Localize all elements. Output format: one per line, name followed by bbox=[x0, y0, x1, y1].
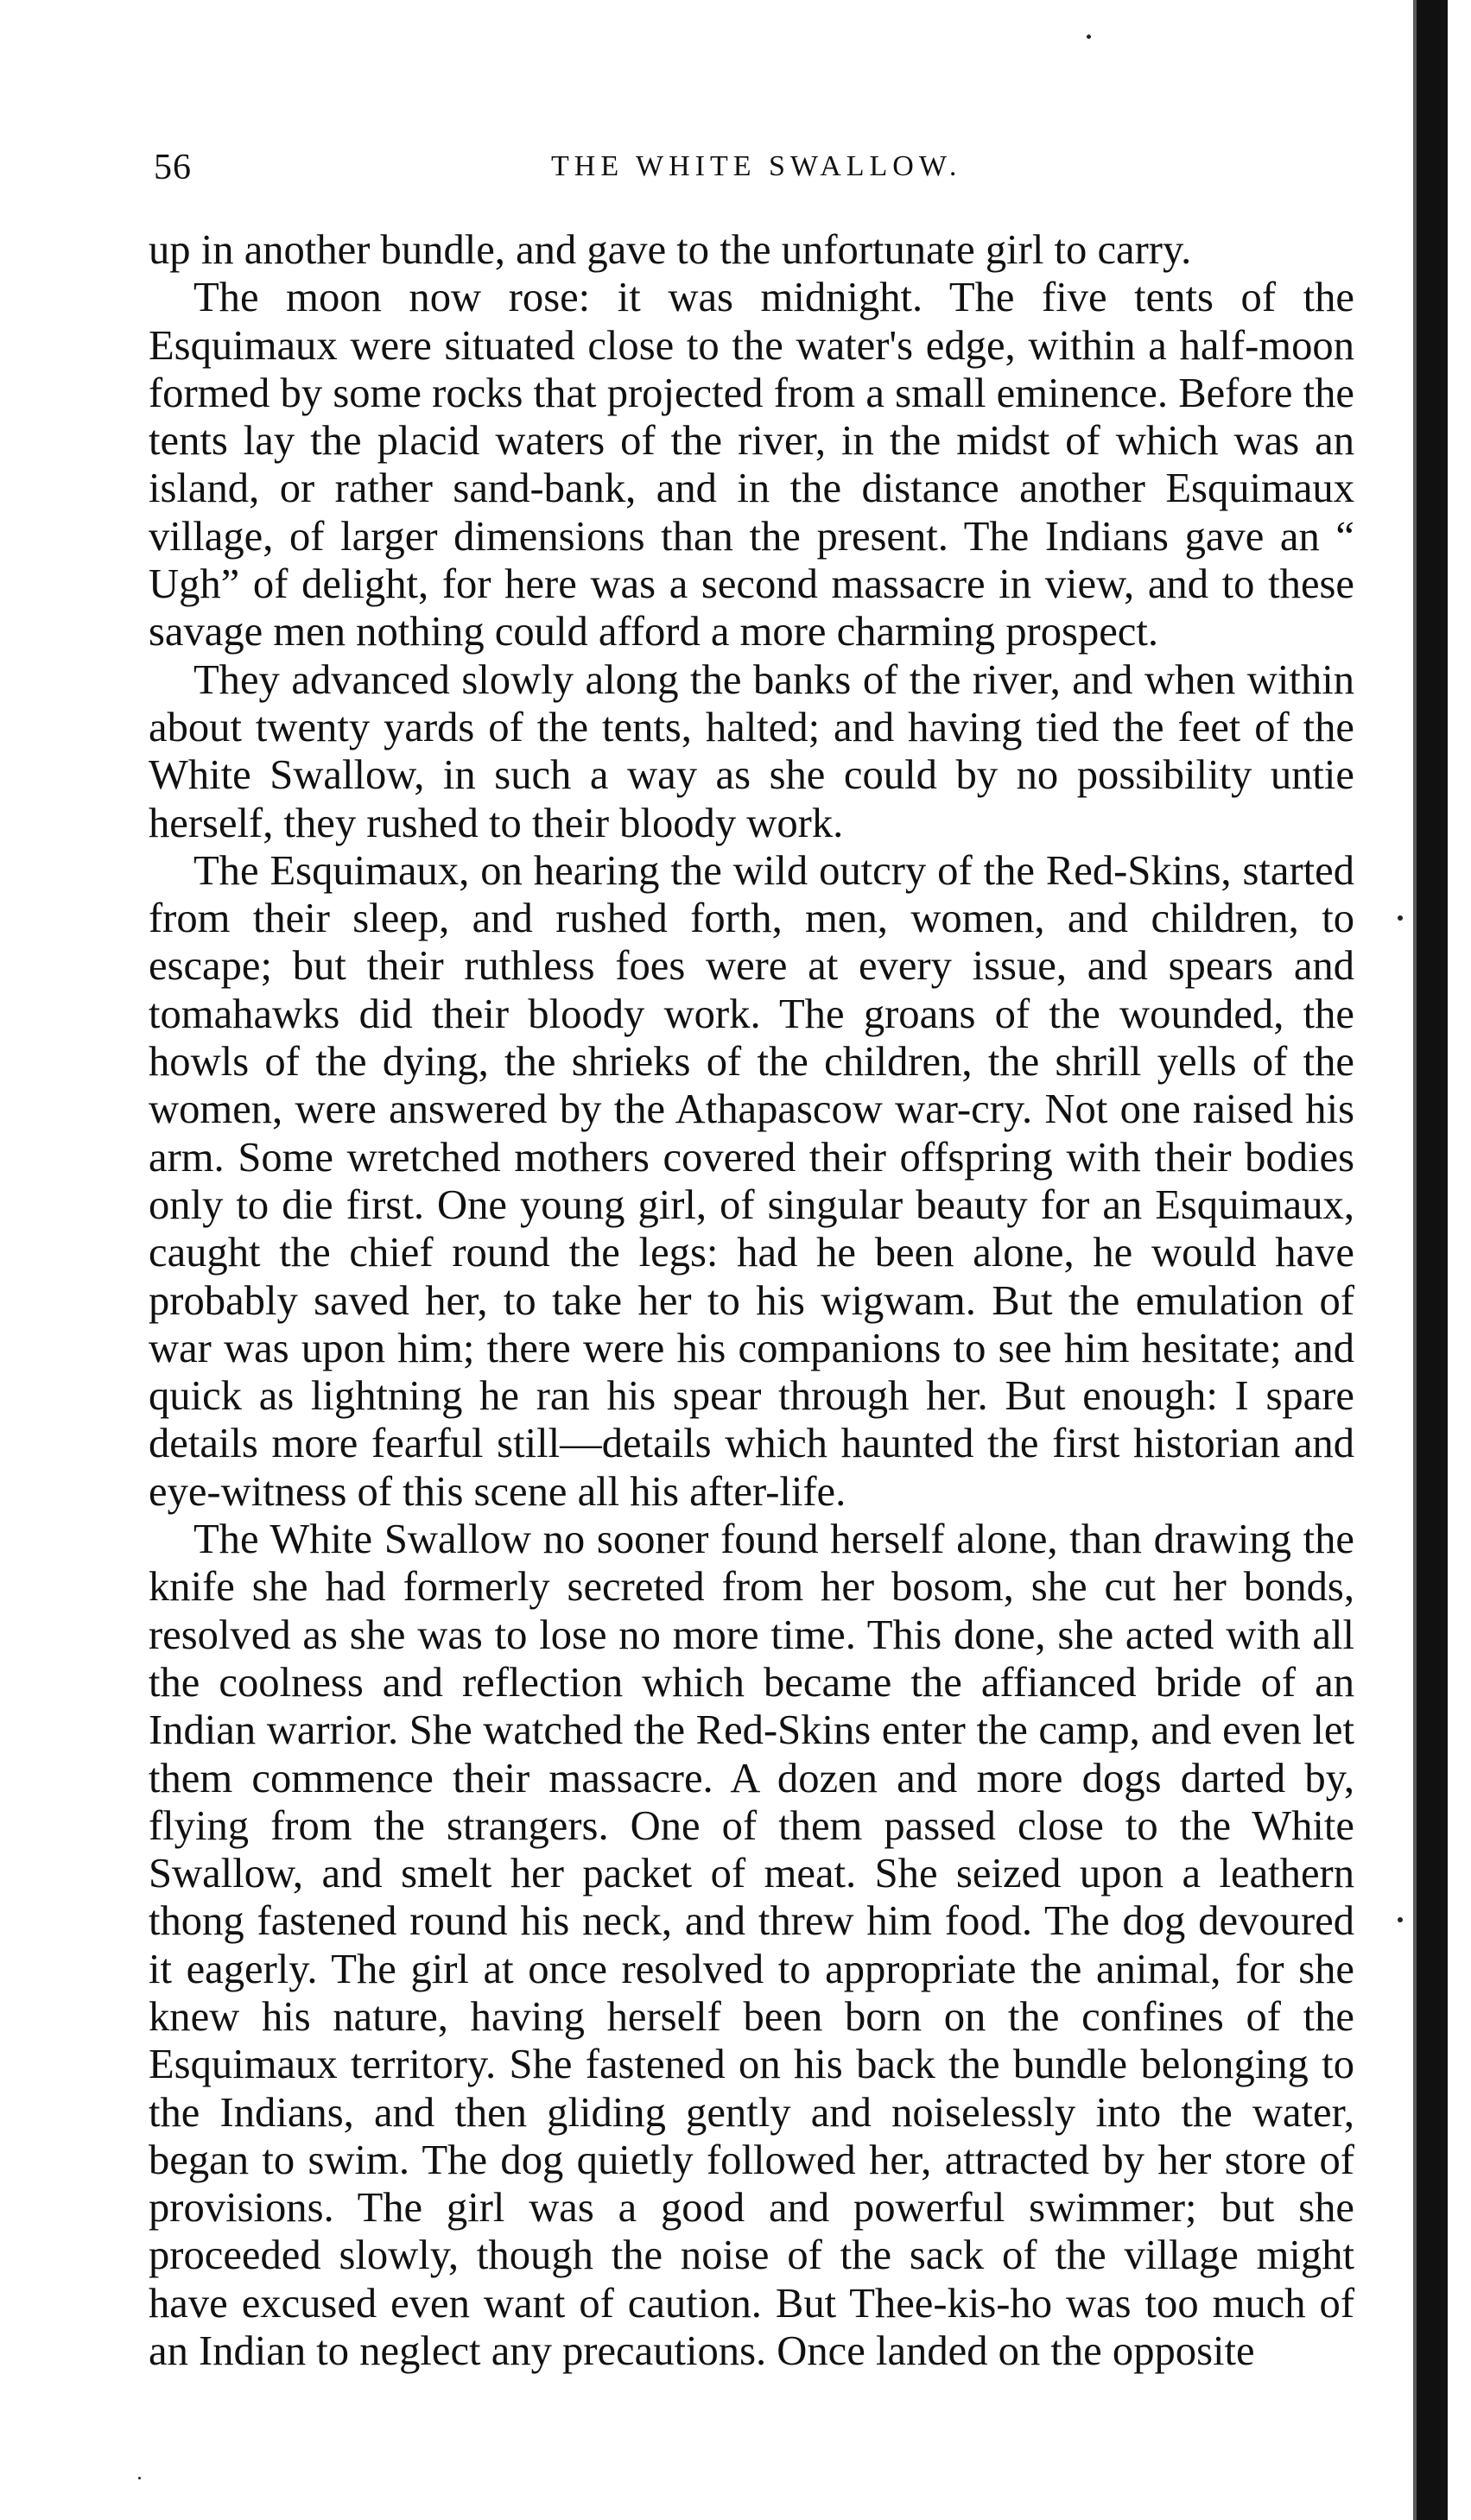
paragraph: They advanced slowly along the banks of the river, and when within about twenty yards of the tents, halted; and having tied the feet of the White Swallow, in such a way as she could by no possibility untie herself, they rushed to their bloody work. bbox=[149, 655, 1354, 846]
paragraph: The moon now rose: it was midnight. The five tents of the Esquimaux were situated close to the water's edge, within a half-moon formed by some rocks that projected from a small eminence. Before the tents lay the placid waters of the river, in the midst of which was an island, or rather sand-bank, and in the distance another Esquimaux village, of larger dimensions than the present. The Indians gave an “ Ugh” of delight, for here was a second massacre in view, and to these savage men nothing could afford a more charming prospect. bbox=[149, 274, 1354, 655]
running-title: THE WHITE SWALLOW. bbox=[551, 150, 962, 182]
paragraph: The Esquimaux, on hearing the wild outcry of the Red-Skins, started from their sleep, and rushed forth, men, women, and children, to escape; but their ruthless foes were at every issue, and spears and tomahawks did their bloody work. The groans of the wounded, the howls of the dying, the shrieks of the children, the shrill yells of the women, were answered by the Athapascow war-cry. Not one raised his arm. Some wretched mothers covered their offspring with their bodies only to die first. One young girl, of singular beauty for an Esquimaux, caught the chief round the legs: had he been alone, he would have probably saved her, to take her to his wigwam. But the emulation of war was upon him; there were his companions to see him hesitate; and quick as lightning he ran his spear through her. But enough: I spare details more fearful still—details which haunted the first historian and eye-witness of this scene all his after-life. bbox=[149, 846, 1354, 1515]
scan-speck bbox=[1398, 1917, 1403, 1922]
scan-speck bbox=[138, 2477, 141, 2479]
binding-edge bbox=[1417, 0, 1448, 2520]
paragraph: up in another bundle, and gave to the unfortunate girl to carry. bbox=[149, 226, 1192, 273]
running-header bbox=[154, 147, 1363, 199]
scan-speck bbox=[1398, 915, 1403, 921]
scan-speck bbox=[1087, 35, 1091, 39]
body-text bbox=[149, 226, 1354, 2375]
page-number: 56 bbox=[154, 148, 192, 187]
paragraph: The White Swallow no sooner found herself alone, than drawing the knife she had formerly secreted from her bosom, she cut her bonds, resolved as she was to lose no more time. This done, she acted with all the coolness and reflection which became the affianced bride of an Indian warrior. She watched the Red-Skins enter the camp, and even let them commence their massacre. A dozen and more dogs darted by, flying from the strangers. One of them passed close to the White Swallow, and smelt her packet of meat. She seized upon a leathern thong fastened round his neck, and threw him food. The dog devoured it eagerly. The girl at once resolved to appropriate the animal, for she knew his nature, having herself been born on the confines of the Esquimaux territory. She fastened on his back the bundle belonging to the Indians, and then gliding gently and noiselessly into the water, began to swim. The dog quietly followed her, attracted by her store of provisions. The girl was a good and powerful swimmer; but she proceeded slowly, though the noise of the sack of the village might have excused even want of caution. But Thee-kis-ho was too much of an Indian to neglect any precautions. Once landed on the opposite bbox=[149, 1516, 1354, 2375]
